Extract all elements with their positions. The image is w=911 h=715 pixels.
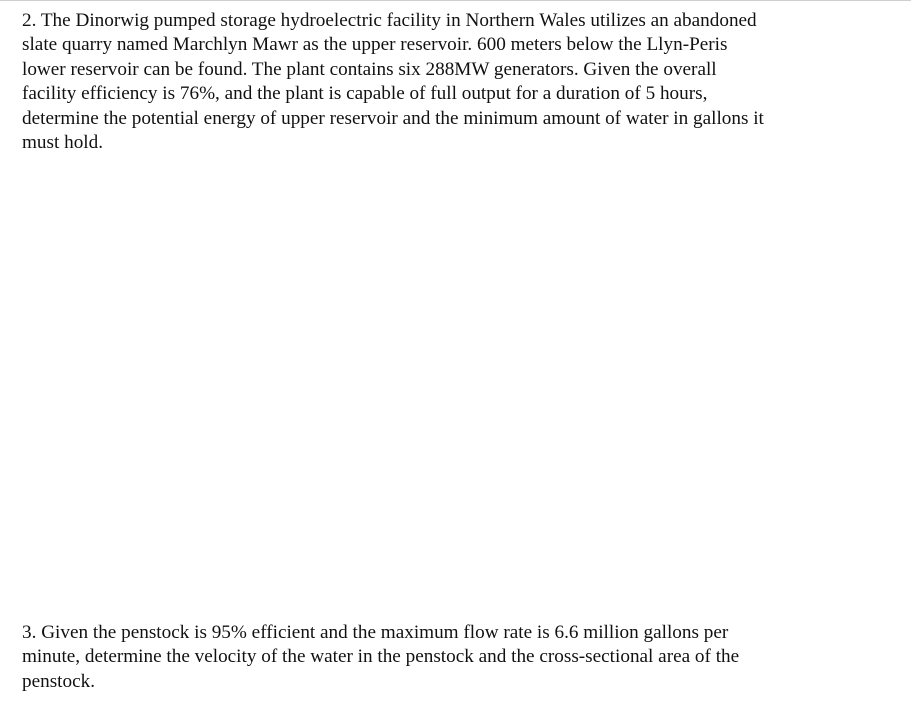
problem-2-line: lower reservoir can be found. The plant contains six 288MW generators. Given the overall	[22, 58, 717, 80]
problem-2-line: must hold.	[22, 132, 104, 154]
problem-2-line: determine the potential energy of upper reservoir and the minimum amount of water in gallons it	[22, 107, 764, 129]
top-border	[0, 0, 911, 1]
problem-2-line: 2. The Dinorwig pumped storage hydroelectric facility in Northern Wales utilizes an abandoned	[22, 10, 757, 31]
problem-3-line: 3. Given the penstock is 95% efficient and the maximum flow rate is 6.6 million gallons per	[22, 622, 729, 643]
problem-3-line: minute, determine the velocity of the water in the penstock and the cross-sectional area of the	[22, 646, 740, 668]
problem-3-line: penstock.	[22, 670, 96, 692]
problem-2-line: facility efficiency is 76%, and the plant is capable of full output for a duration of 5 hours,	[22, 83, 708, 105]
problem-3-text	[22, 621, 852, 694]
problem-2-line: slate quarry named Marchlyn Mawr as the upper reservoir. 600 meters below the Llyn-Peris	[22, 34, 728, 56]
problem-2-text	[22, 9, 852, 155]
